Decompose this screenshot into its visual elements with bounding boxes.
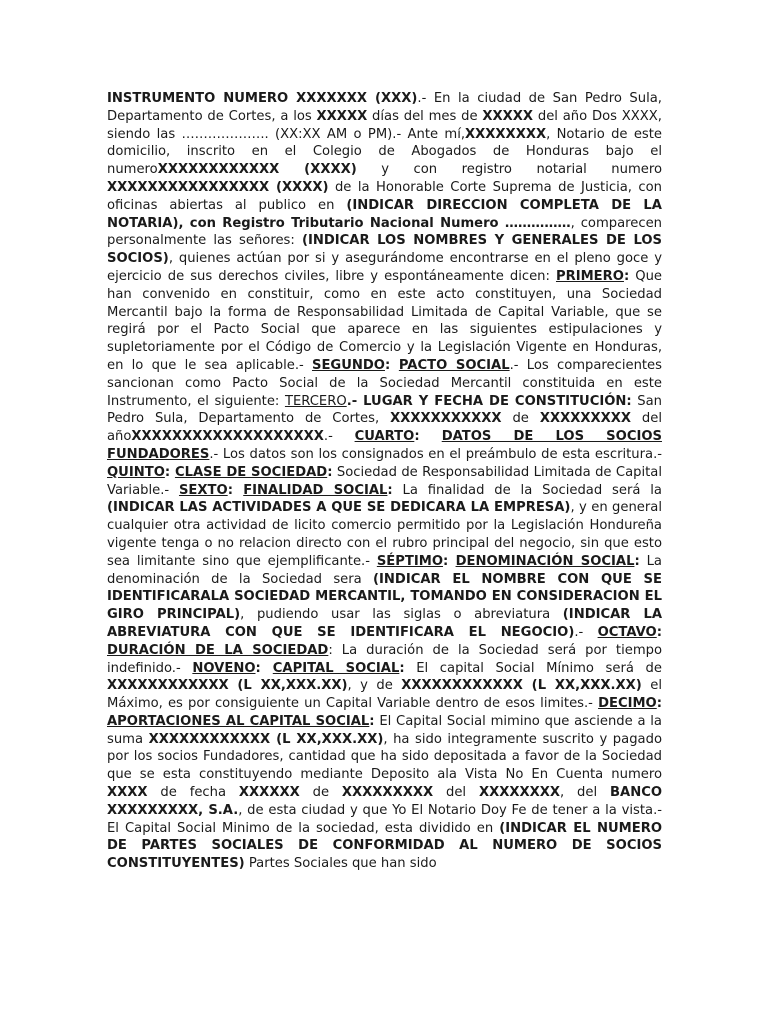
text-run: de la Honorable Corte Suprema de Justicia, con oficinas abiertas al publico en: [107, 179, 662, 213]
bold-text-run: XXXX: [107, 785, 148, 801]
clause-heading: DURACIÓN DE LA SOCIEDAD: [107, 642, 329, 658]
text-run: .- Los datos son los consignados en el preámbulo de esta escritura.-: [209, 446, 662, 462]
clause-heading: CLASE DE SOCIEDAD: [174, 464, 328, 480]
text-run: La finalidad de la Sociedad será la: [392, 482, 662, 498]
bold-text-run: (INDICAR LOS NOMBRES Y GENERALES DE LOS SOCIOS): [107, 233, 662, 267]
bold-text-run: (INDICAR LA ABREVIATURA CON QUE SE IDENTIFICARA EL NEGOCIO): [107, 607, 662, 640]
bold-text-run: XXXXXXXXXXXX (XXXX): [157, 162, 357, 178]
bold-text-run: INSTRUMENTO NUMERO XXXXXXX (XXX): [107, 91, 418, 106]
bold-text-run: XXXXXXXXXXX: [390, 411, 502, 427]
bold-text-run: :: [634, 553, 640, 569]
bold-text-run: XXXXXXXX: [478, 785, 560, 801]
clause-heading: PRIMERO: [555, 268, 624, 284]
bold-text-run: :: [656, 624, 662, 640]
bold-text-run: :: [164, 464, 175, 480]
bold-text-run: :: [414, 429, 442, 445]
bold-text-run: XXXXXXXXXXXXXXXXXXX: [131, 429, 324, 445]
text-run: El Capital Social mimino que asciende a la suma: [107, 713, 662, 747]
text-run: del año: [107, 411, 662, 445]
bold-text-run: XXXXXXXX: [465, 126, 547, 142]
bold-text-run: XXXXX: [482, 108, 534, 124]
text-run: : La duración de la Sociedad será por tiempo indefinido.-: [107, 642, 662, 676]
text-run: .- En la ciudad de San Pedro Sula, Departamento de Cortes, a los: [107, 91, 662, 124]
text-run: .- Los comparecientes sancionan como Pacto Social de la Sociedad Mercantil constituida en este Instrumento, el siguiente:: [107, 357, 662, 409]
bold-text-run: XXXXXXXXXXXX (L XX,XXX.XX): [148, 731, 384, 747]
clause-heading: NOVENO: [192, 660, 256, 676]
text-run: de: [299, 785, 342, 801]
bold-text-run: :: [327, 464, 333, 480]
bold-text-run: :: [384, 357, 399, 373]
clause-heading: APORTACIONES AL CAPITAL SOCIAL: [107, 713, 370, 729]
bold-text-run: :: [623, 268, 630, 284]
text-run: , comparecen personalmente las señores:: [107, 215, 663, 249]
text-run: Sociedad de Responsabilidad Limitada de Capital Variable.-: [107, 464, 662, 498]
bold-text-run: (INDICAR EL NOMBRE CON QUE SE IDENTIFICARALA SOCIEDAD MERCANTIL, TOMANDO EN CONSIDERACION EL GIRO PRINCIPAL): [107, 571, 662, 623]
text-run: días del mes de: [367, 108, 483, 124]
clause-heading: TERCERO: [284, 393, 347, 409]
text-run: Partes Sociales que han sido: [244, 856, 437, 872]
clause-heading: SEGUNDO: [311, 357, 385, 373]
text-run: Que han convenido en constituir, como en este acto constituyen, una Sociedad Mercantil bajo la forma de Responsabilidad Limitada de Capital Variable, que se regirá por el Pacto Social que aparece en las siguientes estipulaciones y supletoriamente por el Código de Comercio y la Legislación Vigente en Honduras, en lo que le sea aplicable.-: [107, 268, 663, 373]
clause-heading: CAPITAL SOCIAL: [272, 660, 400, 676]
bold-text-run: :: [369, 713, 375, 729]
bold-text-run: (INDICAR DIRECCION COMPLETA DE LA NOTARIA), con Registro Tributario Nacional Numero ……………: [107, 197, 662, 231]
bold-text-run: XXXXXXXXXXXX (L XX,XXX.XX): [401, 678, 642, 694]
bold-text-run: :: [227, 482, 244, 498]
text-run: , y en general cualquier otra actividad de licito comercio permitido por la Legislación Hondureña vigente tenga o no relacion directo con el rubro principal del negocio, sin que esto sea limitante sino que ejemplificante.-: [107, 500, 663, 569]
text-run: , del: [560, 785, 611, 801]
bold-text-run: XXXXXXXXX: [341, 785, 434, 801]
bold-text-run: XXXXXXXXXXXX (L XX,XXX.XX): [107, 678, 348, 694]
text-run: , y de: [347, 678, 402, 694]
text-run: , quienes actúan por si y asegurándome encontrarse en el pleno goce y ejercicio de sus derechos civiles, libre y espontáneamente dicen:: [107, 251, 662, 284]
text-run: del: [433, 785, 479, 801]
clause-heading: CUARTO: [354, 429, 415, 445]
text-run: .-: [323, 429, 355, 445]
bold-text-run: (INDICAR LAS ACTIVIDADES A QUE SE DEDICARA LA EMPRESA): [107, 500, 571, 516]
clause-heading: DECIMO: [598, 696, 657, 712]
bold-text-run: BANCO XXXXXXXXX, S.A.: [107, 785, 663, 818]
bold-text-run: XXXXXXXXXXXXXXXX (XXXX): [107, 179, 329, 195]
clause-heading: DATOS DE LOS SOCIOS FUNDADORES: [107, 429, 662, 462]
text-run: de fecha: [147, 785, 239, 801]
bold-text-run: :: [443, 553, 456, 569]
clause-heading: DENOMINACIÓN SOCIAL: [455, 553, 635, 569]
text-run: San Pedro Sula, Departamento de Cortes,: [107, 393, 662, 427]
clause-heading: QUINTO: [107, 464, 165, 480]
text-run: .-: [574, 624, 598, 640]
bold-text-run: :: [255, 660, 273, 676]
bold-text-run: :: [656, 696, 662, 712]
document-paragraph: [107, 90, 662, 873]
clause-heading: FINALIDAD SOCIAL: [243, 482, 388, 498]
bold-text-run: .- LUGAR Y FECHA DE CONSTITUCIÓN:: [346, 393, 632, 409]
text-run: de: [501, 411, 540, 427]
text-run: El capital Social Mínimo será de: [404, 660, 662, 676]
text-run: , Notario de este domicilio, inscrito en el Colegio de Abogados de Honduras bajo el numero: [107, 126, 662, 178]
bold-text-run: :: [387, 482, 393, 498]
text-run: el Máximo, es por consiguiente un Capital Variable dentro de esos limites.-: [107, 678, 662, 712]
bold-text-run: XXXXX: [316, 108, 368, 124]
text-run: , de esta ciudad y que Yo El Notario Doy Fe de tener a la vista.- El Capital Social Minimo de la sociedad, esta dividido en: [107, 802, 662, 836]
document-page: [107, 90, 662, 873]
clause-heading: PACTO SOCIAL: [398, 357, 510, 373]
clause-heading: OCTAVO: [597, 624, 657, 640]
clause-heading: SÉPTIMO: [376, 553, 444, 569]
text-run: , ha sido integramente suscrito y pagado por los socios Fundadores, cantidad que ha sido depositada a favor de la Sociedad que se esta constituyendo mediante Deposito ala Vista No En Cuenta numero: [107, 731, 662, 783]
text-run: , pudiendo usar las siglas o abreviatura: [240, 607, 563, 623]
text-run: y con registro notarial numero: [356, 162, 662, 178]
text-run: del año Dos XXXX, siendo las ……………….. (XX:XX AM o PM).- Ante mí,: [107, 108, 662, 142]
bold-text-run: XXXXXX: [238, 785, 300, 801]
clause-heading: SEXTO: [178, 482, 228, 498]
bold-text-run: XXXXXXXXX: [539, 411, 631, 427]
text-run: La denominación de la Sociedad sera: [107, 553, 662, 587]
bold-text-run: :: [399, 660, 405, 676]
bold-text-run: (INDICAR EL NUMERO DE PARTES SOCIALES DE CONFORMIDAD AL NUMERO DE SOCIOS CONSTITUYENTES): [107, 820, 662, 872]
